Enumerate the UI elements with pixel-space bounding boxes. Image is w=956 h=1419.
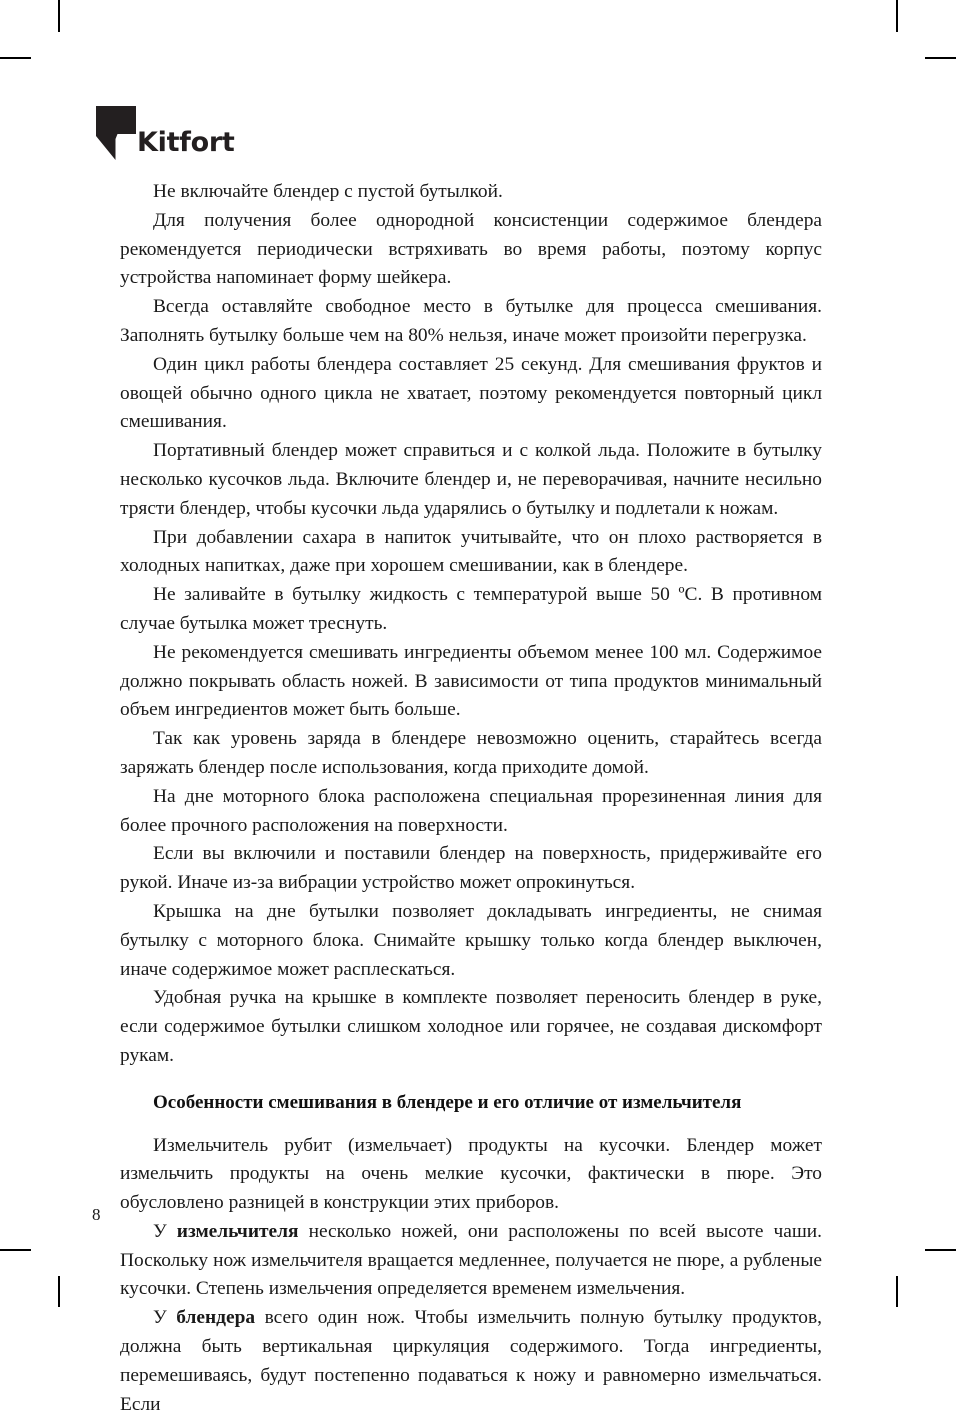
brand-name: Kitfort: [137, 127, 235, 158]
section-heading: Особенности смешивания в блендере и его отличие от измельчителя: [153, 1091, 742, 1113]
kitfort-flag-logo-icon: [96, 106, 136, 160]
emphasis-term: блендера: [176, 1307, 256, 1329]
crop-mark-bottom-right-vertical: [896, 1276, 898, 1307]
paragraph: Не рекомендуется смешивать ингредиенты объемом менее 100 мл. Содержимое должно покрывать область ножей. В зависимости от типа продуктов минимальный объем ингредиентов может быть больше.: [120, 641, 822, 721]
crop-mark-bottom-right-horizontal: [925, 1249, 956, 1251]
paragraph: Не заливайте в бутылку жидкость с температурой выше 50 ºС. В противном случае бутылка может треснуть.: [120, 584, 822, 634]
paragraph-with-bold-lead: [120, 1218, 822, 1304]
paragraph-lead: У: [153, 1220, 177, 1242]
paragraph-tail: всего один нож. Чтобы измельчить полную бутылку продуктов, должна быть вертикальная циркуляция содержимого. Тогда ингредиенты, перемешиваясь, будут постепенно подаваться к ножу и равномерно измельчаться. Если: [120, 1307, 822, 1415]
paragraph: На дне моторного блока расположена специальная прорезиненная линия для более прочного расположения на поверхности.: [120, 785, 822, 836]
crop-mark-bottom-left-horizontal: [0, 1249, 31, 1251]
paragraph: Если вы включили и поставили блендер на поверхность, придерживайте его рукой. Иначе из-за вибрации устройство может опрокинуться.: [120, 843, 822, 894]
paragraph-with-bold-lead: [120, 1304, 822, 1419]
crop-mark-top-left-vertical: [58, 0, 60, 32]
paragraph: Измельчитель рубит (измельчает) продукты на кусочки. Блендер может измельчить продукты на очень мелкие кусочки, фактически в пюре. Это обусловлено разницей в конструкции этих приборов.: [120, 1134, 822, 1214]
paragraph: Не включайте блендер с пустой бутылкой.: [153, 181, 503, 202]
paragraph: Портативный блендер может справиться и с колкой льда. Положите в бутылку несколько кусочков льда. Включите блендер и, не переворачивая, начните несильно трясти блендер, чтобы кусочки льда ударялись о бутылку и подлетали к ножам.: [120, 440, 822, 519]
paragraph: Для получения более однородной консистенции содержимое блендера рекомендуется периодически встряхивать во время работы, поэтому корпус устройства напоминает форму шейкера.: [120, 209, 822, 289]
paragraph: Всегда оставляйте свободное место в бутылке для процесса смешивания. Заполнять бутылку больше чем на 80% нельзя, иначе может произойти перегрузка.: [120, 296, 822, 346]
crop-mark-top-right-vertical: [896, 0, 898, 32]
paragraph: Так как уровень заряда в блендере невозможно оценить, старайтесь всегда заряжать блендер после использования, когда приходите домой.: [120, 728, 822, 778]
paragraph: Удобная ручка на крышке в комплекте позволяет переносить блендер в руке, если содержимое бутылки слишком холодное или горячее, не создавая дискомфорт рукам.: [120, 987, 822, 1066]
crop-mark-top-right-horizontal: [925, 57, 956, 59]
paragraph: При добавлении сахара в напиток учитывайте, что он плохо растворяется в холодных напитках, даже при хорошем смешивании, как в блендере.: [120, 526, 822, 577]
emphasis-term: измельчителя: [176, 1220, 299, 1242]
paragraph: Один цикл работы блендера составляет 25 секунд. Для смешивания фруктов и овощей обычно одного цикла не хватает, поэтому рекомендуется повторный цикл смешивания.: [120, 353, 822, 433]
crop-mark-bottom-left-vertical: [58, 1276, 60, 1307]
page-number: 8: [92, 1205, 101, 1224]
body-text-column: [120, 178, 822, 1419]
paragraph-lead: У: [153, 1307, 177, 1329]
crop-mark-top-left-horizontal: [0, 57, 31, 59]
paragraph-tail: несколько ножей, они расположены по всей высоте чаши. Поскольку нож измельчителя вращается медленнее, получается не пюре, а рубленые кусочки. Степень измельчения определяется временем измельчения.: [120, 1220, 822, 1300]
paragraph: Крышка на дне бутылки позволяет докладывать ингредиенты, не снимая бутылку с моторного блока. Снимайте крышку только когда блендер выключен, иначе содержимое может расплескаться.: [120, 900, 822, 980]
brand-logo: [96, 104, 235, 160]
